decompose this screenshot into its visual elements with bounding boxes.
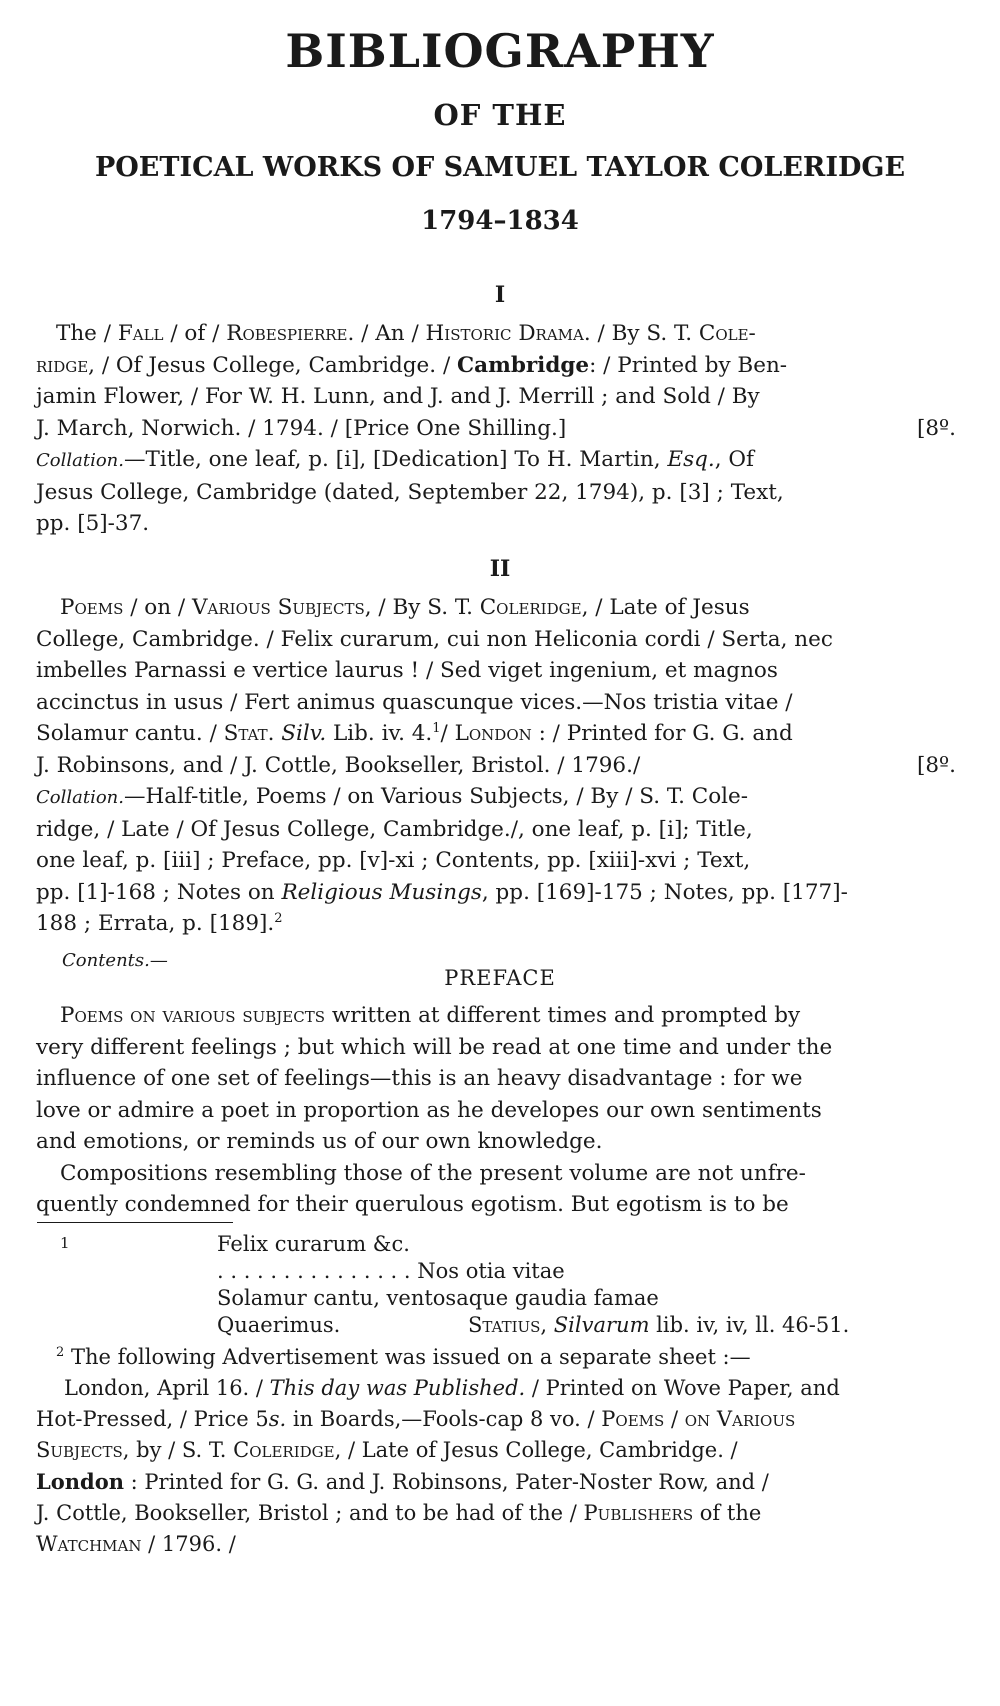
entry-2-line: accinctus in usus / Fert animus quascunque vices.—Nos tristia vitae /: [36, 689, 793, 715]
entry-2-line: Poems / on / Various Subjects, / By S. T. Coleridge, / Late of Jesus: [60, 595, 750, 620]
page-title: BIBLIOGRAPHY: [285, 24, 715, 78]
entry-2-line: 188 ; Errata, p. [189].$^2$: [36, 910, 283, 936]
entry-1-line: ridge, / Of Jesus College, Cambridge. / Cambridge: / Printed by Ben-: [36, 352, 788, 378]
footnote-1-line: Quaerimus.: [217, 1313, 341, 1337]
footnote-2-line: $^2$ The following Advertisement was issued on a separate sheet :—: [56, 1345, 751, 1369]
title-line-3: POETICAL WORKS OF SAMUEL TAYLOR COLERIDGE: [94, 152, 906, 183]
preface-line: quently condemned for their querulous egotism. But egotism is to be: [36, 1192, 789, 1217]
preface-line: Poems on various subjects written at different times and prompted by: [60, 1003, 801, 1028]
footnote-2-line: London, April 16. / This day was Published. / Printed on Wove Paper, and: [64, 1376, 840, 1400]
footnote-number-1: 1: [60, 1234, 70, 1252]
footnote-2-line: Hot-Pressed, / Price 5s. in Boards,—Fools-cap 8 vo. / Poems / on Various: [36, 1407, 796, 1431]
entry-2-line: imbelles Parnassi e vertice laurus ! / Sed viget ingenium, et magnos: [36, 658, 778, 683]
footnote-1-line: Felix curarum &c.: [217, 1232, 410, 1256]
entry-2-line: Solamur cantu. / Stat. Silv. Lib. iv. 4.$^1$/ London : / Printed for G. G. and: [36, 720, 793, 746]
preface-line: very different feelings ; but which will be read at one time and under the: [36, 1034, 833, 1060]
title-line-2: OF THE: [433, 98, 567, 132]
preface-line: Compositions resembling those of the present volume are not unfre-: [60, 1160, 806, 1186]
entry-2-line: ridge, / Late / Of Jesus College, Cambridge./, one leaf, p. [i]; Title,: [36, 816, 753, 842]
entry-1-line: The / Fall / of / Robespierre. / An / Historic Drama. / By S. T. Cole-: [56, 321, 756, 346]
entry-2-collation: Collation.—Half-title, Poems / on Various Subjects, / By / S. T. Cole-: [36, 784, 749, 809]
entry-numeral-1: I: [494, 282, 506, 308]
entry-2-body: [36, 592, 956, 940]
footnote-2-line: Subjects, by / S. T. Coleridge, / Late of Jesus College, Cambridge. /: [36, 1438, 738, 1462]
entry-1-line: pp. [5]-37.: [36, 511, 150, 536]
footnote-2: [36, 1342, 956, 1560]
footnote-1-citation: Statius, Silvarum lib. iv, iv, ll. 46-51.: [468, 1313, 850, 1337]
entry-numeral-2: II: [489, 556, 511, 582]
footnote-2-line: London : Printed for G. G. and J. Robinsons, Pater-Noster Row, and /: [36, 1469, 769, 1494]
entry-2-line: J. Robinsons, and / J. Cottle, Bookseller, Bristol. / 1796./ [8º.: [36, 752, 956, 778]
entry-1-line: J. March, Norwich. / 1794. / [Price One Shilling.] [8º.: [36, 415, 956, 441]
entry-2-line: pp. [1]-168 ; Notes on Religious Musings, pp. [169]-175 ; Notes, pp. [177]-: [36, 879, 848, 905]
entry-1-line: jamin Flower, / For W. H. Lunn, and J. and J. Merrill ; and Sold / By: [36, 384, 760, 409]
contents-label: Contents.—: [62, 950, 168, 971]
entry-1-collation: Collation.—Title, one leaf, p. [i], [Dedication] To H. Martin, Esq., Of: [36, 447, 754, 472]
footnote-1-line: . . . . . . . . . . . . . . . Nos otia vitae: [217, 1259, 565, 1283]
entry-1-body: [36, 318, 956, 540]
footnote-2-line: J. Cottle, Bookseller, Bristol ; and to be had of the / Publishers of the: [36, 1501, 762, 1525]
entry-2-line: College, Cambridge. / Felix curarum, cui non Heliconia cordi / Serta, nec: [36, 626, 833, 652]
preface-line: and emotions, or reminds us of our own knowledge.: [36, 1129, 603, 1154]
entry-2-line: one leaf, p. [iii] ; Preface, pp. [v]-xi ; Contents, pp. [xiii]-xvi ; Text,: [36, 848, 751, 873]
title-date-range: 1794–1834: [421, 206, 579, 236]
preface-line: influence of one set of feelings—this is an heavy disadvantage : for we: [36, 1066, 803, 1091]
footnote-1-line: Solamur cantu, ventosaque gaudia famae: [217, 1286, 659, 1310]
footnote-2-line: Watchman / 1796. /: [36, 1532, 236, 1556]
footnote-rule: [37, 1222, 233, 1223]
preface-heading: PREFACE: [444, 966, 556, 990]
preface-body: [36, 1000, 956, 1221]
entry-1-line: Jesus College, Cambridge (dated, September 22, 1794), p. [3] ; Text,: [36, 479, 784, 505]
preface-line: love or admire a poet in proportion as he developes our own sentiments: [36, 1097, 822, 1123]
